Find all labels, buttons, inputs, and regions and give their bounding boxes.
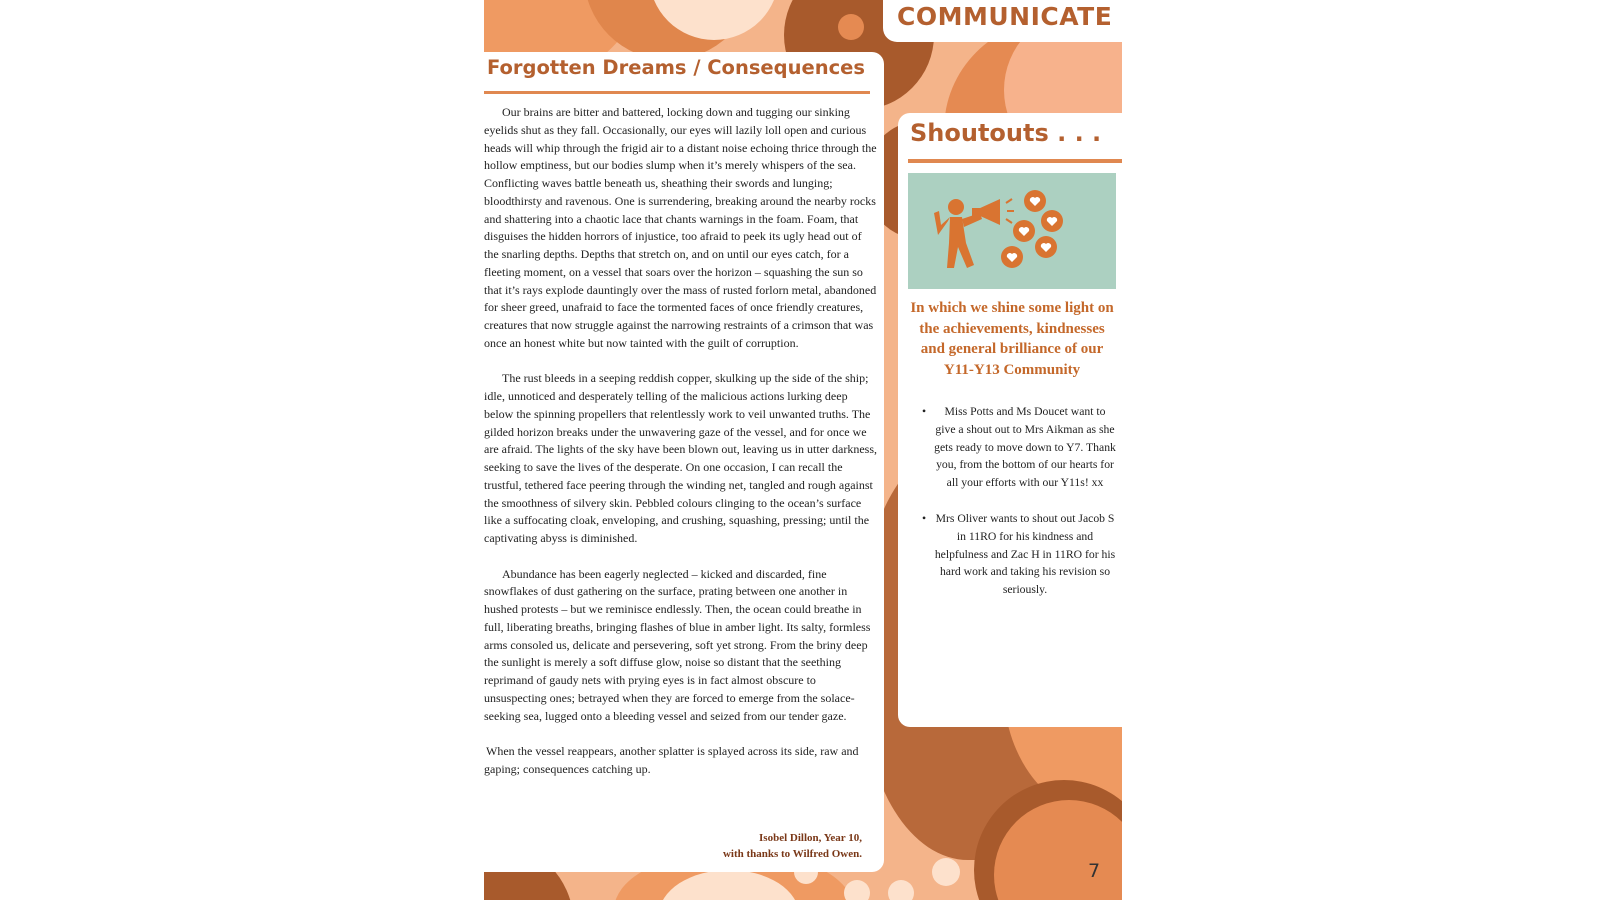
article-title: Forgotten Dreams / Consequences	[486, 56, 865, 79]
article-paragraph: Abundance has been eagerly neglected – kicked and discarded, fine snowflakes of dust gathering on the surface, prating between one another in hushed protests – but we reminisce endlessly. Then, the ocean could breathe in full, liberating breaths, bringing flashes of blue in amber light. Its salty, formless arms consoled us, delicate and persevering, soft yet strong. From the briny deep the sunlight is merely a soft diffuse glow, noise so distant that the seething reprimand of gaudy nets with prying eyes is in fact almost obscure to unsuspecting ones; betrayed when they are forced to emerge from the solace-seeking sea, lugged onto a bleeding vessel and seized from our tender gaze.	[484, 566, 871, 723]
article-paragraph: The rust bleeds in a seeping reddish copper, skulking up the side of the ship; idle, unnoticed and desperately telling of the malicious actions lurking deep below the spinning propellers that relentlessly work to veil unwanted truths. The gilded horizon breaks under the unwavering gaze of the vessel, and for once we are afraid. The lights of the sky have been blown out, leaving us in utter darkness, seeking to save the lives of the desperate. On one occasion, I can recall the trustful, tethered face peering through the winding net, tangled and rough against the smoothness of silvery skin. Pebbled colours clinging to the ocean’s surface like a suffocating cloak, enveloping, and crushing, squashing, pressing; until the captivating abyss is diminished.	[484, 371, 878, 545]
article-paragraph: When the vessel reappears, another splatter is splayed across its side, raw and gaping; consequences catching up.	[484, 744, 859, 776]
decor-circle	[932, 858, 960, 886]
shoutout-text: Mrs Oliver wants to shout out Jacob S in 11RO for his kindness and helpfulness and Zac H in 11RO for his hard work and taking his revision so seriously.	[934, 511, 1116, 597]
byline	[723, 831, 862, 862]
decor-circle	[888, 880, 914, 900]
header-tab	[883, 0, 1122, 42]
list-item	[908, 403, 1116, 492]
bullet-icon: •	[922, 511, 927, 525]
shoutouts-card	[898, 113, 1122, 727]
section-title: COMMUNICATE	[897, 2, 1113, 31]
shoutouts-title: Shoutouts . . .	[910, 119, 1102, 147]
shoutouts-list	[908, 403, 1116, 617]
bullet-icon: •	[922, 405, 927, 418]
article-paragraph: Our brains are bitter and battered, locking down and tugging our sinking eyelids shut as they fall. Occasionally, our eyes will lazily loll open and curious heads will whip through the frigid air to a distant noise echoing thrice through the hollow emptiness, but our bodies slump when it’s merely whispers of the sea. Conflicting waves battle beneath us, sheathing their swords and lunging; bloodthirsty and ravenous. One is surrendering, breaking around the nearby rocks and shattering into a chaotic lace that chants warnings in the foam. Foam, that disguises the hidden horrors of injustice, too afraid to peek its ugly head out of the snarling depths. Depths that stretch on, and on until our eyes catch, for a fleeting moment, on a vessel that soars over the horizon – squashing the sun so that it’s rays explode dauntingly over the mass of rusted forlorn metal, abandoned for sheer greed, unafraid to face the tormented faces of once friendly creatures, creatures that now struggle against the narrowing restraints of a crimson that was once an honest white but now tainted with the guilt of corruption.	[484, 105, 877, 350]
decor-circle	[838, 14, 864, 40]
megaphone-hearts-icon	[908, 173, 1116, 289]
byline-credit: with thanks to Wilfred Owen.	[722, 847, 862, 860]
title-underline	[484, 91, 870, 94]
list-item	[908, 510, 1116, 599]
newsletter-page	[484, 0, 1122, 900]
decor-circle	[844, 880, 870, 900]
article-card	[484, 52, 884, 872]
shoutouts-underline	[908, 159, 1122, 163]
byline-author: Isobel Dillon, Year 10,	[759, 832, 862, 844]
page-number: 7	[1088, 860, 1101, 882]
shoutouts-intro: In which we shine some light on the achievements, kindnesses and general brilliance of our Y11-Y13 Community	[910, 300, 1114, 378]
shoutout-text: Miss Potts and Ms Doucet want to give a shout out to Mrs Aikman as she gets ready to move down to Y7. Thank you, from the bottom of our hearts for all your efforts with our Y11s! xx	[934, 405, 1116, 490]
article-body	[484, 104, 878, 796]
